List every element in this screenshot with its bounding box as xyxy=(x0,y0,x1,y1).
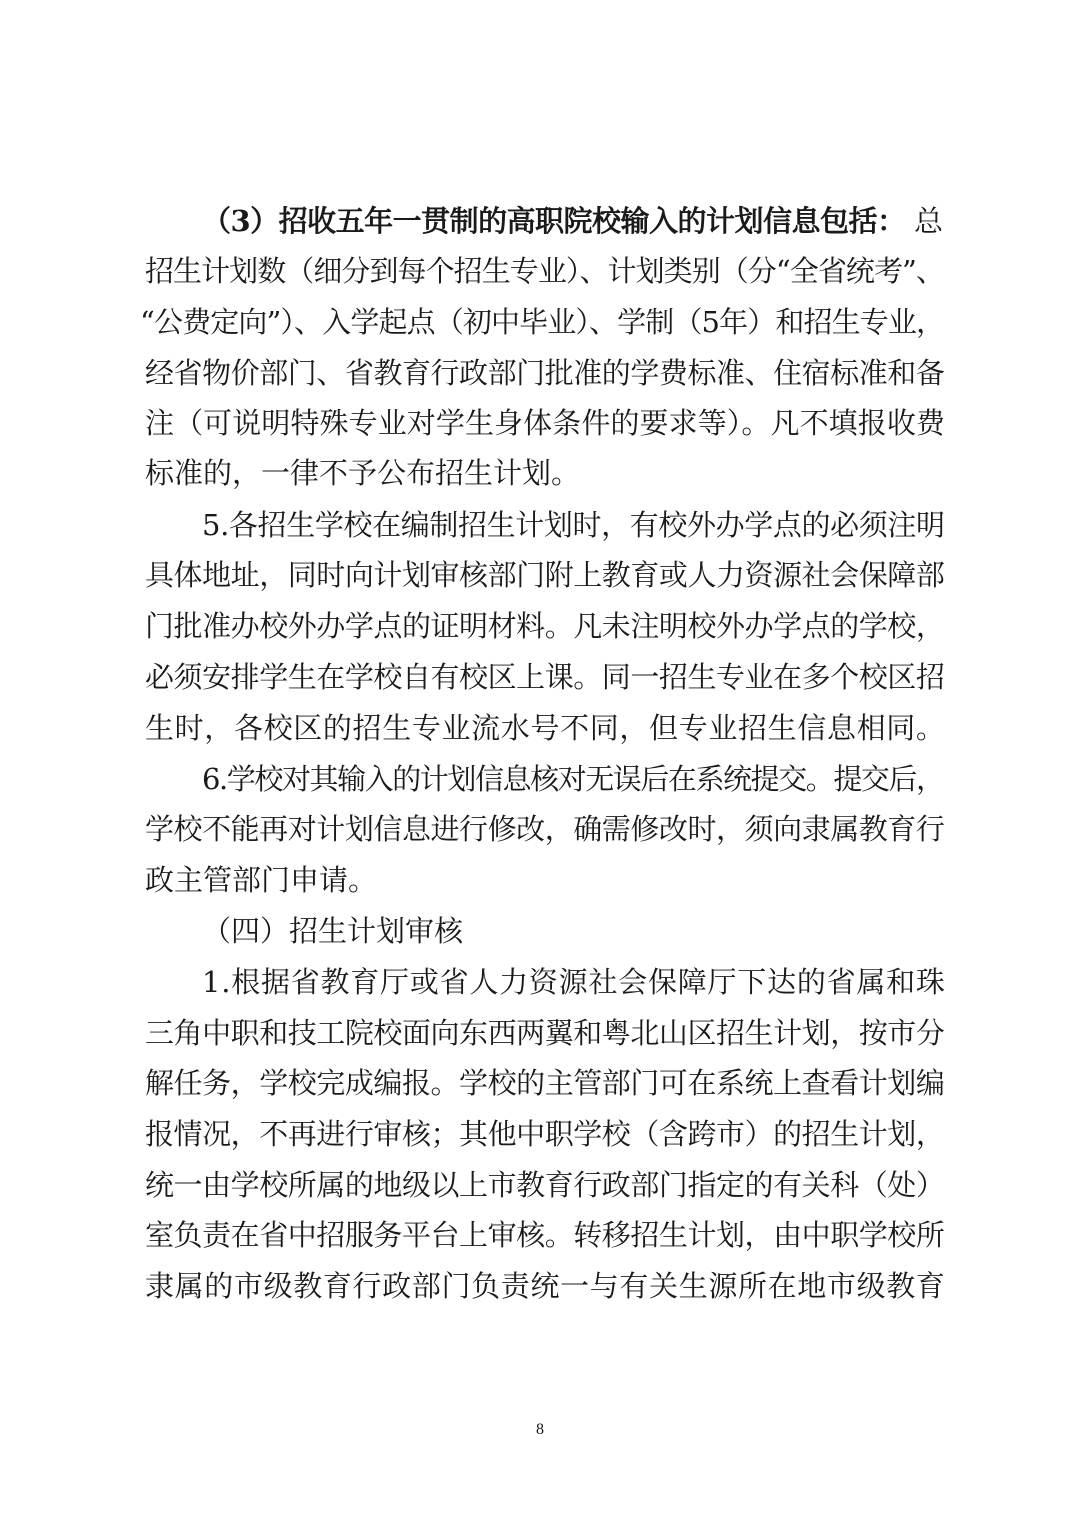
text-line xyxy=(0,957,1080,1007)
line-text: 室负责在省中招服务平台上审核。转移招生计划，由中职学校所 xyxy=(145,1218,945,1252)
line-text: 具体地址，同时向计划审核部门附上教育或人力资源社会保障部 xyxy=(145,558,945,592)
text-line xyxy=(0,1261,1080,1311)
page-number: 8 xyxy=(536,1421,544,1438)
line-text: 经省物价部门、省教育行政部门批准的学费标准、住宿标准和备 xyxy=(145,356,945,390)
line-text: 必须安排学生在学校自有校区上课。同一招生专业在多个校区招 xyxy=(145,660,945,694)
line-text: 5.各招生学校在编制招生计划时，有校外办学点的必须注明 xyxy=(202,508,945,542)
line-text: “公费定向”）、入学起点（初中毕业）、学制（5年）和招生专业， xyxy=(140,305,945,339)
text-line xyxy=(0,246,1080,296)
line-text: 隶属的市级教育行政部门负责统一与有关生源所在地市级教育 xyxy=(145,1269,946,1303)
text-line xyxy=(0,601,1080,651)
text-line xyxy=(0,703,1080,753)
line-text: 注（可说明特殊专业对学生身体条件的要求等）。凡不填报收费 xyxy=(145,406,946,440)
text-line xyxy=(0,1210,1080,1260)
line-text: 门批准办校外办学点的证明材料。凡未注明校外办学点的学校， xyxy=(145,609,945,643)
line-text: 报情况，不再进行审核；其他中职学校（含跨市）的招生计划， xyxy=(145,1117,945,1151)
text-line xyxy=(0,398,1080,448)
text-line xyxy=(0,448,1080,498)
line-text: 6.学校对其输入的计划信息核对无误后在系统提交。提交后， xyxy=(202,762,944,796)
text-line xyxy=(0,804,1080,854)
text-line xyxy=(0,1109,1080,1159)
text-line xyxy=(0,855,1080,905)
text-line xyxy=(0,348,1080,398)
text-line xyxy=(0,652,1080,702)
line-text: 招生计划数（细分到每个招生专业）、计划类别（分“全省统考”、 xyxy=(145,254,944,288)
line-text: 生时，各校区的招生专业流水号不同，但专业招生信息相同。 xyxy=(145,711,946,745)
text-fragment: 总 xyxy=(914,204,944,238)
line-text: 标准的，一律不予公布招生计划。 xyxy=(145,456,581,490)
line-text: 学校不能再对计划信息进行修改，确需修改时，须向隶属教育行 xyxy=(145,812,945,846)
text-line xyxy=(0,500,1080,550)
section-heading-text: （四）招生计划审核 xyxy=(202,914,464,948)
text-line xyxy=(0,1008,1080,1058)
text-line xyxy=(0,754,1080,804)
line-text: 解任务，学校完成编报。学校的主管部门可在系统上查看计划编 xyxy=(145,1066,945,1100)
line-text: 1.根据省教育厅或省人力资源社会保障厅下达的省属和珠 xyxy=(202,965,946,999)
line-text: 三角中职和技工院校面向东西两翼和粤北山区招生计划，按市分 xyxy=(145,1016,945,1050)
line-text: 政主管部门申请。 xyxy=(145,863,378,897)
paragraph-heading: （3）招收五年一贯制的高职院校输入的计划信息包括： xyxy=(202,204,906,238)
text-line xyxy=(0,550,1080,600)
text-line xyxy=(0,1160,1080,1210)
text-line xyxy=(0,1058,1080,1108)
text-line xyxy=(0,297,1080,347)
text-line xyxy=(0,196,1080,246)
section-heading xyxy=(0,906,1080,956)
line-text: 统一由学校所属的地级以上市教育行政部门指定的有关科（处） xyxy=(145,1168,945,1202)
